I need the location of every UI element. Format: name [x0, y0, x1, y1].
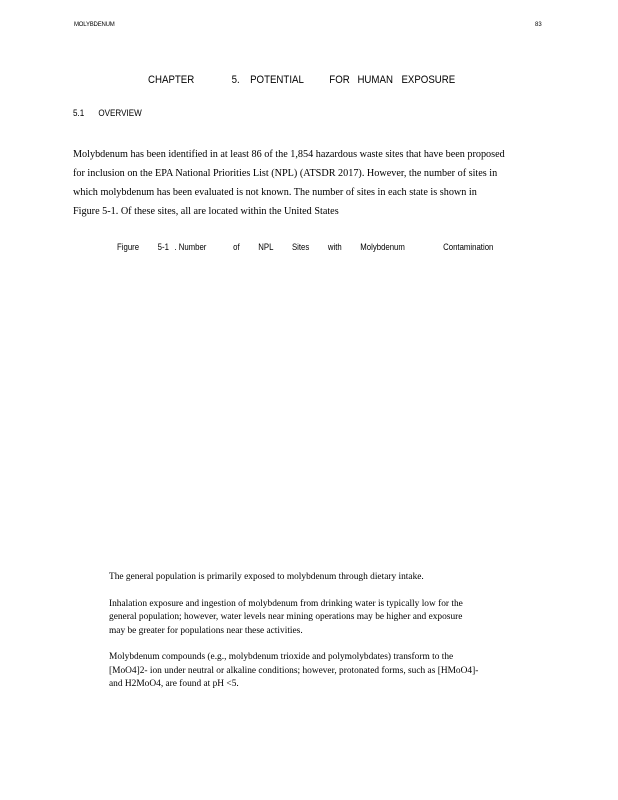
figure-number: 5-1: [157, 242, 169, 253]
bullet-line: Molybdenum compounds (e.g., molybdenum trioxide and polymolybdates) transform to the: [109, 652, 454, 662]
bullet-line: may be greater for populations near these activities.: [109, 625, 303, 636]
figure-caption-word: Molybdenum: [360, 242, 405, 253]
key-points-list: [88, 571, 544, 705]
figure-caption: [117, 242, 493, 253]
figure-caption-word: Contamination: [443, 242, 494, 253]
bullet-item: [88, 651, 544, 692]
chapter-title-word: EXPOSURE: [401, 74, 456, 86]
chapter-title-word: FOR: [329, 74, 350, 86]
paragraph-line: Molybdenum has been identified in at least 86 of the 1,854 hazardous waste sites that have been proposed: [73, 149, 505, 160]
figure-label: Figure: [117, 242, 140, 253]
bullet-line: The general population is primarily exposed to molybdenum through dietary intake.: [109, 572, 424, 582]
figure-caption-word: NPL: [258, 242, 274, 253]
paragraph-line: which molybdenum has been evaluated is not known. The number of sites in each state is shown in: [73, 187, 477, 198]
section-number: 5.1: [73, 108, 85, 119]
figure-caption-word: of: [233, 242, 240, 253]
figure-placeholder: [73, 262, 553, 552]
chapter-title-word: POTENTIAL: [250, 74, 304, 86]
bullet-item: [88, 571, 544, 585]
running-head: MOLYBDENUM: [74, 22, 115, 28]
section-title: OVERVIEW: [98, 108, 142, 119]
bullet-line: and H2MoO4, are found at pH <5.: [109, 679, 239, 689]
chapter-title-word: HUMAN: [357, 74, 393, 86]
bullet-item: [88, 598, 544, 639]
bullet-line: Inhalation exposure and ingestion of molybdenum from drinking water is typically low for the: [109, 598, 463, 609]
figure-caption-word: Sites: [291, 242, 310, 253]
bullet-line: general population; however, water levels near mining operations may be higher and exposure: [109, 612, 463, 622]
page-number: 83: [535, 22, 542, 28]
chapter-number: 5.: [231, 74, 240, 86]
chapter-word: CHAPTER: [148, 74, 195, 86]
figure-caption-word: with: [327, 242, 342, 253]
overview-paragraph: [73, 145, 553, 221]
bullet-line: [MoO4]2- ion under neutral or alkaline conditions; however, protonated forms, such as [HMoO4]-: [109, 665, 479, 676]
figure-caption-word: . Number: [174, 242, 207, 253]
paragraph-line: Figure 5-1. Of these sites, all are located within the United States: [73, 206, 339, 217]
section-heading: [73, 108, 142, 119]
paragraph-line: for inclusion on the EPA National Priorities List (NPL) (ATSDR 2017). However, the number of sites in: [73, 168, 498, 179]
